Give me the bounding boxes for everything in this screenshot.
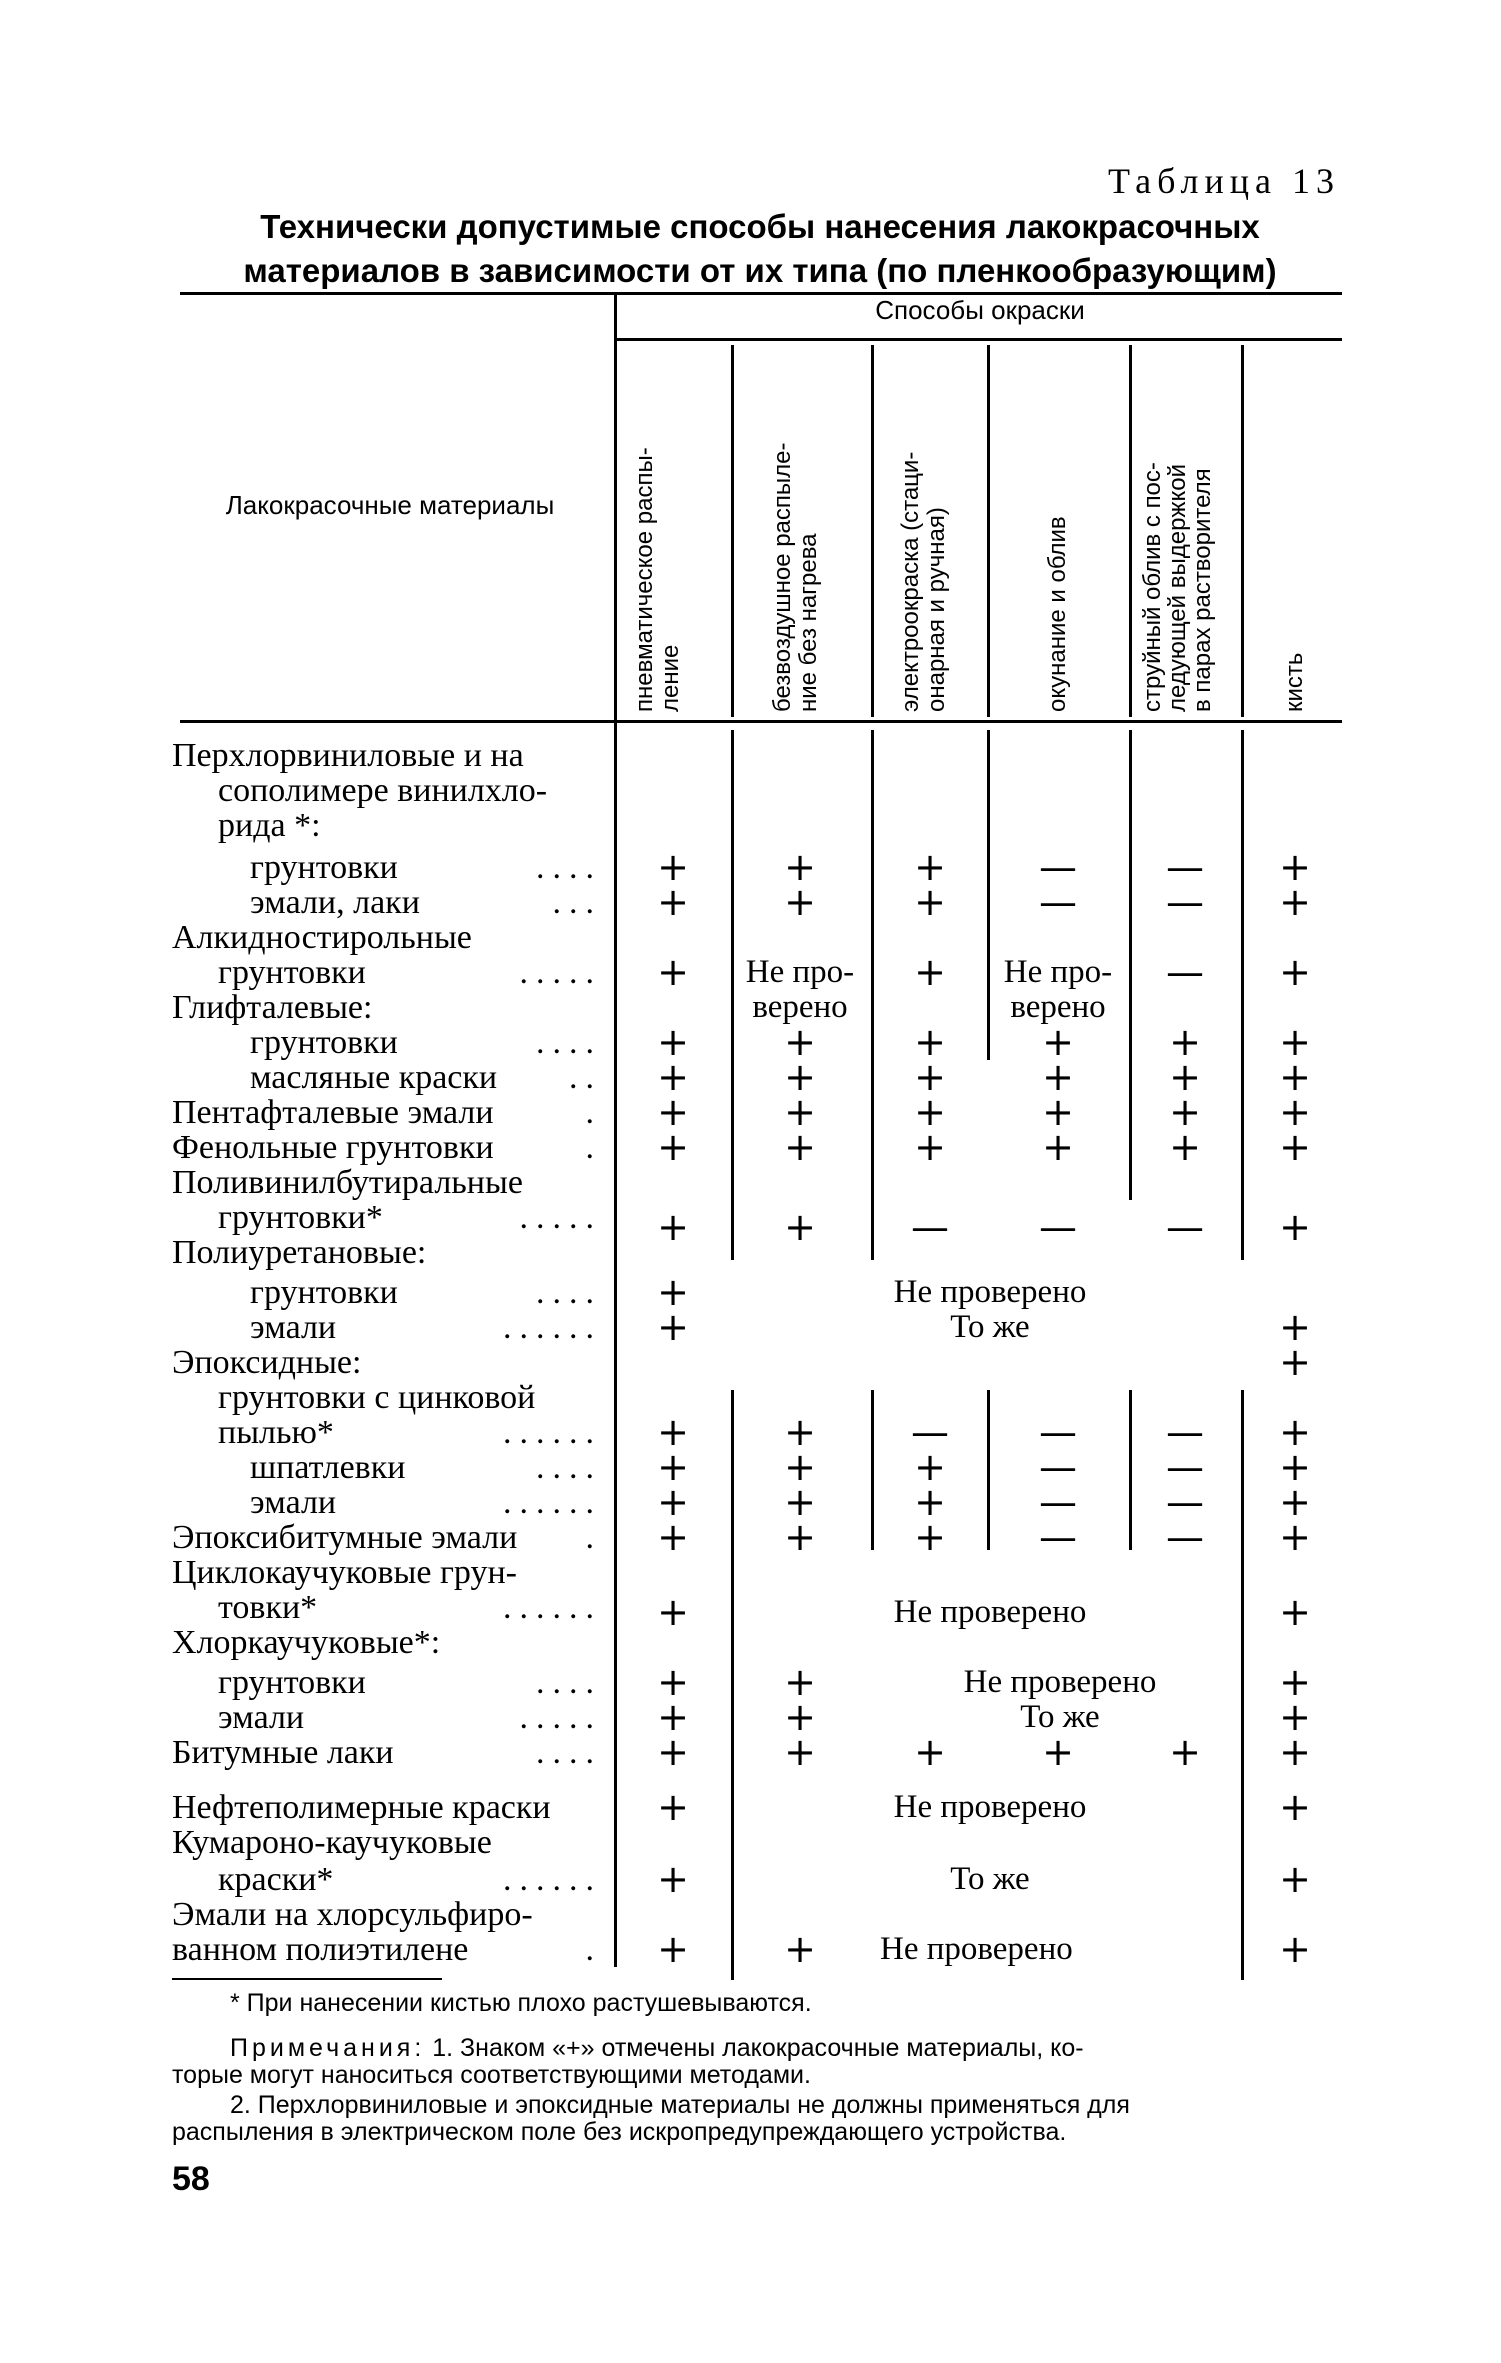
col-head-dipping: окунание и облив: [1044, 516, 1071, 712]
cell: —: [1039, 845, 1077, 889]
row-label: грунтовки .....: [218, 954, 602, 991]
cell: Не проверено: [893, 1594, 1087, 1630]
cell: +: [914, 1445, 946, 1489]
cell: —: [1166, 1410, 1204, 1454]
cell: +: [1169, 1020, 1201, 1064]
cell: +: [1279, 1730, 1311, 1774]
cell: —: [1166, 1205, 1204, 1249]
cell: +: [784, 1125, 816, 1169]
cell: —: [911, 1410, 949, 1454]
cell: —: [1039, 1515, 1077, 1559]
cell: +: [1279, 1410, 1311, 1454]
row-label: эмали ......: [250, 1484, 602, 1521]
row-label: Глифталевые:: [172, 989, 373, 1026]
cell: +: [914, 1020, 946, 1064]
cell: +: [1042, 1090, 1074, 1134]
cell: +: [1279, 1515, 1311, 1559]
row-label: эмали .....: [218, 1699, 602, 1736]
cell: +: [1042, 1020, 1074, 1064]
row-label: эмали ......: [250, 1309, 602, 1346]
row-label: Циклокаучуковые грун-: [172, 1554, 517, 1591]
rule-body-3b: [987, 1390, 990, 1550]
row-label: шпатлевки ....: [250, 1449, 602, 1486]
row-label: Эмали на хлорсульфиро-: [172, 1896, 533, 1933]
cell: +: [1169, 1730, 1201, 1774]
cell: То же: [1020, 1699, 1100, 1735]
cell: +: [1169, 1125, 1201, 1169]
cell: +: [784, 1730, 816, 1774]
cell: +: [657, 1020, 689, 1064]
cell: +: [784, 1020, 816, 1064]
cell: +: [657, 1660, 689, 1704]
col-head-flow-coating: струйный облив с пос- ледующей выдержкой в парах растворителя: [1139, 462, 1216, 712]
row-label: грунтовки ....: [250, 849, 602, 886]
row-label: Полиуретановые:: [172, 1234, 427, 1271]
cell: +: [1169, 1055, 1201, 1099]
cell: То же: [950, 1309, 1030, 1345]
cell: +: [914, 1055, 946, 1099]
col-head-pneumatic: пневматическое распы- ление: [631, 447, 684, 712]
cell: —: [1039, 880, 1077, 924]
rule-v-main: [614, 292, 617, 1967]
cell: —: [1166, 1515, 1204, 1559]
cell: +: [1279, 1090, 1311, 1134]
rule-header-bottom: [180, 720, 1342, 723]
cell: +: [657, 1695, 689, 1739]
cell: +: [657, 880, 689, 924]
notes: Примечания: 1. Знаком «+» отмечены лакокрасочные материалы, ко-: [230, 2034, 1084, 2062]
rule-v-2: [871, 345, 874, 717]
cell: +: [914, 880, 946, 924]
cell: +: [784, 1480, 816, 1524]
cell: +: [657, 1270, 689, 1314]
cell: +: [657, 1090, 689, 1134]
rule-v-5: [1241, 345, 1244, 717]
cell: +: [1279, 1857, 1311, 1901]
cell: —: [1039, 1480, 1077, 1524]
row-label: Хлоркаучуковые*:: [172, 1624, 441, 1661]
rule-v-1: [731, 345, 734, 717]
cell: +: [657, 845, 689, 889]
notes-line: торые могут наноситься соответствующими методами.: [172, 2061, 811, 2089]
cell: То же: [950, 1861, 1030, 1897]
rule-body-2b: [871, 1390, 874, 1550]
cell: +: [657, 1730, 689, 1774]
rule-table-bottom: [172, 1978, 442, 1980]
row-label: грунтовки ....: [250, 1024, 602, 1061]
cell: +: [1279, 880, 1311, 924]
cell: —: [911, 1205, 949, 1249]
methods-group-header: Способы окраски: [875, 295, 1085, 325]
cell: +: [1279, 1695, 1311, 1739]
row-label: пылью* ......: [218, 1414, 602, 1451]
cell: +: [657, 1125, 689, 1169]
col-head-airless: безвоздушное распыле- ние без нагрева: [769, 442, 822, 712]
cell: +: [1042, 1730, 1074, 1774]
cell: +: [784, 1410, 816, 1454]
row-label: краски* ......: [218, 1861, 602, 1898]
cell: +: [1279, 1660, 1311, 1704]
materials-header: Лакокрасочные материалы: [225, 490, 555, 520]
cell: +: [784, 1205, 816, 1249]
cell: +: [914, 1515, 946, 1559]
rule-body-5: [1241, 730, 1244, 1260]
notes-line: распыления в электрическом поле без искропредупреждающего устройства.: [172, 2118, 1067, 2146]
cell: Не проверено: [893, 1789, 1087, 1825]
cell: +: [784, 845, 816, 889]
cell: +: [1279, 845, 1311, 889]
cell: —: [1166, 950, 1204, 994]
row-label: Кумароно-каучуковые: [172, 1824, 492, 1861]
row-label: товки* ......: [218, 1589, 602, 1626]
cell: +: [1279, 1125, 1311, 1169]
cell: +: [914, 1125, 946, 1169]
cell: Не про-: [745, 954, 855, 990]
row-label: Поливинилбутиральные: [172, 1164, 523, 1201]
row-label: масляные краски ..: [250, 1059, 602, 1096]
cell: верено: [752, 989, 848, 1025]
row-label: Алкидностирольные: [172, 919, 472, 956]
cell: —: [1166, 845, 1204, 889]
cell: +: [657, 1927, 689, 1971]
cell: +: [657, 1785, 689, 1829]
row-label: Нефтеполимерные краски: [172, 1789, 551, 1826]
cell: Не проверено: [880, 1931, 1073, 1967]
cell: +: [657, 1590, 689, 1634]
table-title: Технически допустимые способы нанесения лакокрасочных материалов в зависимости от их типа (по пленкообразующим): [243, 208, 1277, 289]
cell: +: [1279, 1305, 1311, 1349]
row-label: ванном полиэтилене .: [172, 1931, 602, 1968]
cell: +: [1279, 1480, 1311, 1524]
cell: +: [657, 1205, 689, 1249]
footnote: * При нанесении кистью плохо растушевываются.: [230, 1989, 812, 2017]
cell: +: [1042, 1125, 1074, 1169]
col-head-electro: электроокраска (стаци- онарная и ручная): [897, 451, 950, 712]
cell: —: [1039, 1445, 1077, 1489]
cell: Не про-: [1003, 954, 1113, 990]
cell: +: [1279, 1020, 1311, 1064]
cell: +: [1169, 1090, 1201, 1134]
cell: +: [1279, 1205, 1311, 1249]
row-label: грунтовки с цинковой: [218, 1379, 536, 1416]
row-label: Эпоксибитумные эмали .: [172, 1519, 602, 1556]
cell: +: [784, 1515, 816, 1559]
cell: —: [1166, 1480, 1204, 1524]
row-label: Фенольные грунтовки .: [172, 1129, 602, 1166]
cell: +: [914, 1730, 946, 1774]
cell: —: [1166, 880, 1204, 924]
row-label: эмали, лаки ...: [250, 884, 602, 921]
cell: +: [657, 1857, 689, 1901]
cell: +: [1279, 950, 1311, 994]
cell: +: [1279, 1785, 1311, 1829]
row-label: грунтовки ....: [250, 1274, 602, 1311]
cell: +: [1279, 1927, 1311, 1971]
rule-body-2: [871, 730, 874, 1260]
rule-body-3: [987, 730, 990, 1060]
page-number: 58: [172, 2160, 210, 2198]
row-label: Перхлорвиниловые и на: [172, 737, 524, 774]
cell: +: [914, 845, 946, 889]
row-label: грунтовки* .....: [218, 1199, 602, 1236]
rule-body-1b: [731, 1390, 734, 1980]
cell: +: [1042, 1055, 1074, 1099]
cell: +: [1279, 1445, 1311, 1489]
cell: —: [1039, 1205, 1077, 1249]
cell: +: [657, 1410, 689, 1454]
rule-v-3: [987, 345, 990, 717]
rule-body-1: [731, 730, 734, 1260]
cell: Не проверено: [893, 1274, 1087, 1310]
row-label: Пентафталевые эмали .: [172, 1094, 602, 1131]
cell: +: [657, 1515, 689, 1559]
cell: +: [1279, 1590, 1311, 1634]
cell: +: [784, 880, 816, 924]
cell: +: [914, 950, 946, 994]
row-label: рида *:: [218, 807, 321, 844]
cell: +: [784, 1090, 816, 1134]
cell: Не проверено: [963, 1664, 1157, 1700]
notes-line: 2. Перхлорвиниловые и эпоксидные материалы не должны применяться для: [230, 2091, 1130, 2119]
cell: +: [657, 950, 689, 994]
table-caption: Таблица 13: [1108, 161, 1340, 201]
cell: +: [657, 1055, 689, 1099]
row-label: сополимере винилхло-: [218, 772, 548, 809]
row-label: грунтовки ....: [218, 1664, 602, 1701]
cell: верено: [1010, 989, 1106, 1025]
cell: +: [784, 1695, 816, 1739]
col-head-brush: кисть: [1281, 652, 1308, 712]
row-label: Эпоксидные:: [172, 1344, 362, 1381]
cell: +: [1279, 1340, 1311, 1384]
cell: +: [784, 1445, 816, 1489]
cell: +: [784, 1055, 816, 1099]
cell: —: [1166, 1445, 1204, 1489]
rule-v-4: [1129, 345, 1132, 717]
cell: +: [914, 1090, 946, 1134]
cell: +: [657, 1305, 689, 1349]
notes-heading: Примечания:: [230, 2034, 426, 2062]
cell: +: [657, 1480, 689, 1524]
rule-group: [616, 338, 1342, 341]
cell: +: [1279, 1055, 1311, 1099]
cell: +: [784, 1660, 816, 1704]
row-label: Битумные лаки ....: [172, 1734, 602, 1771]
cell: +: [784, 1927, 816, 1971]
cell: +: [914, 1480, 946, 1524]
cell: +: [657, 1445, 689, 1489]
cell: —: [1039, 1410, 1077, 1454]
